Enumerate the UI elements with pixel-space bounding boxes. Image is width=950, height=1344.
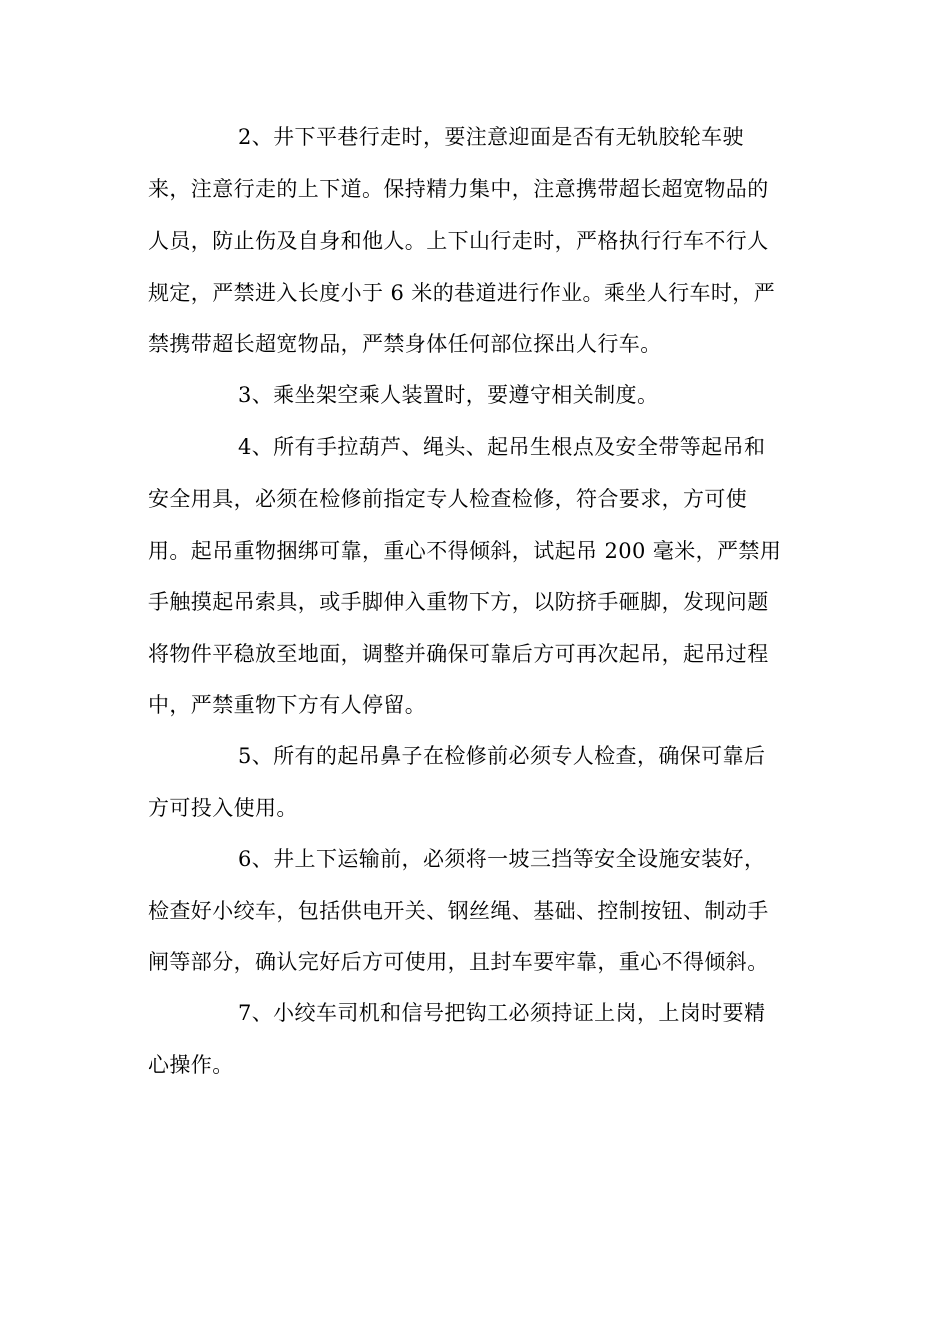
paragraph-6-line-2: 检查好小绞车，包括供电开关、钢丝绳、基础、控制按钮、制动手 (148, 899, 769, 923)
paragraph-7-line-2: 心操作。 (148, 1053, 234, 1077)
paragraph-4-line-2: 安全用具，必须在检修前指定专人检查检修，符合要求，方可使 (148, 487, 748, 511)
paragraph-3-line-1: 3、乘坐架空乘人装置时，要遵守相关制度。 (238, 383, 659, 407)
paragraph-2-line-1: 2、井下平巷行走时，要注意迎面是否有无轨胶轮车驶 (238, 125, 744, 149)
paragraph-4-line-5: 将物件平稳放至地面，调整并确保可靠后方可再次起吊，起吊过程 (148, 642, 769, 666)
paragraph-6-line-3: 闸等部分，确认完好后方可使用，且封车要牢靠，重心不得倾斜。 (148, 950, 769, 974)
paragraph-5-line-1: 5、所有的起吊鼻子在检修前必须专人检查，确保可靠后 (238, 744, 766, 768)
paragraph-4-line-1: 4、所有手拉葫芦、绳头、起吊生根点及安全带等起吊和 (238, 435, 766, 459)
paragraph-2-line-5: 禁携带超长超宽物品，严禁身体任何部位探出人行车。 (148, 332, 662, 356)
paragraph-4-line-3: 用。起吊重物捆绑可靠，重心不得倾斜，试起吊 200 毫米，严禁用 (148, 539, 782, 563)
paragraph-7-line-1: 7、小绞车司机和信号把钩工必须持证上岗，上岗时要精 (238, 1001, 766, 1025)
paragraph-6-line-1: 6、井上下运输前，必须将一坡三挡等安全设施安装好， (238, 847, 766, 871)
paragraph-4-line-4: 手触摸起吊索具，或手脚伸入重物下方，以防挤手砸脚，发现问题 (148, 590, 769, 614)
paragraph-4-line-6: 中，严禁重物下方有人停留。 (148, 693, 427, 717)
paragraph-2-line-4: 规定，严禁进入长度小于 6 米的巷道进行作业。乘坐人行车时，严 (148, 281, 776, 305)
paragraph-2-line-3: 人员，防止伤及自身和他人。上下山行走时，严格执行行车不行人 (148, 229, 769, 253)
paragraph-5-line-2: 方可投入使用。 (148, 796, 298, 820)
paragraph-2-line-2: 来，注意行走的上下道。保持精力集中，注意携带超长超宽物品的 (148, 177, 769, 201)
